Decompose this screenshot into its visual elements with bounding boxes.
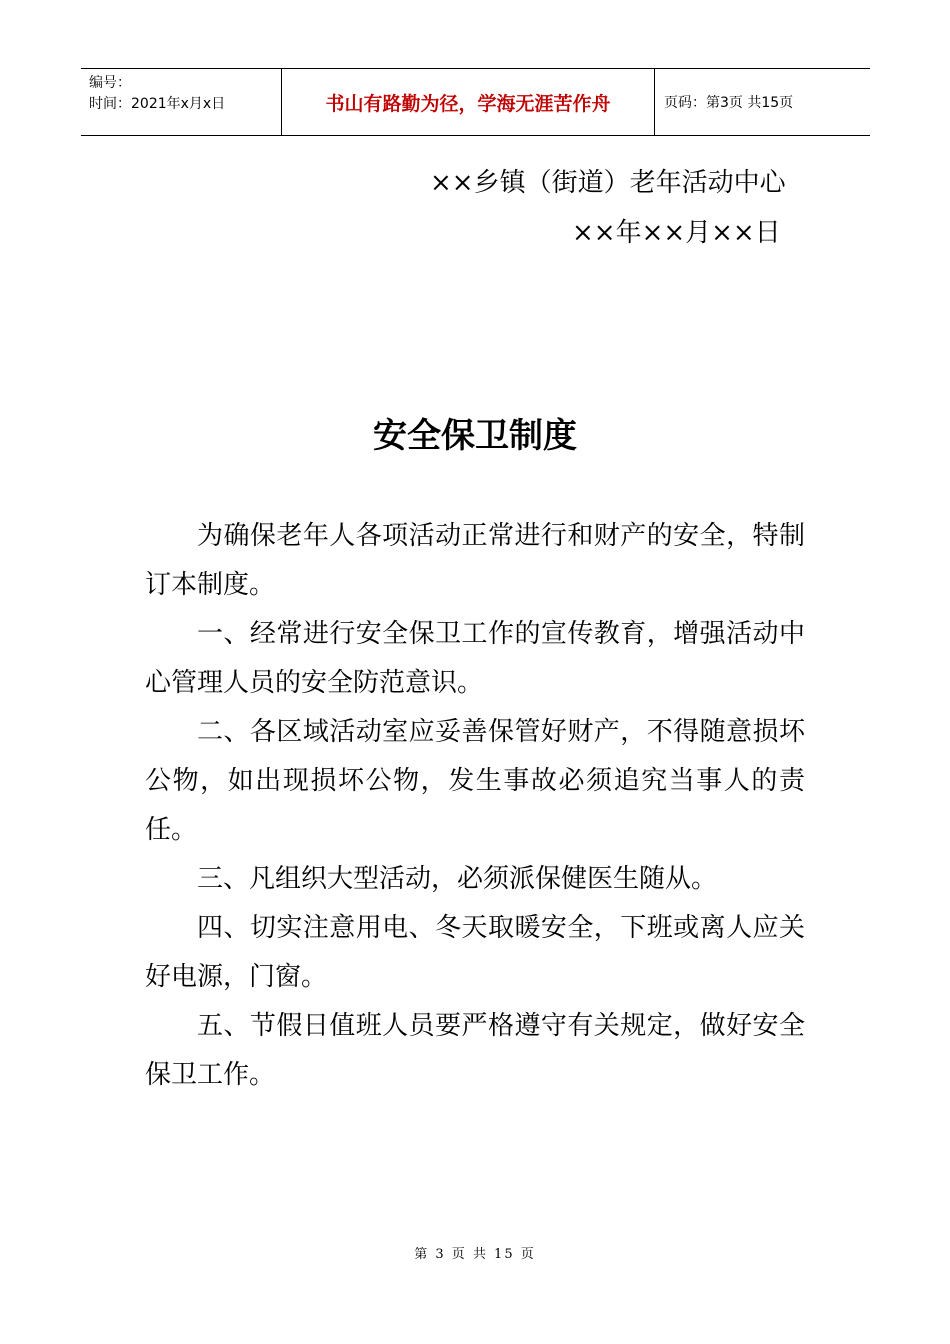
signature-organization: ××乡镇（街道）老年活动中心	[430, 168, 786, 198]
document-body	[145, 512, 805, 1100]
document-number-label: 编号：	[89, 75, 131, 91]
paragraph-rule-3: 三、凡组织大型活动，必须派保健医生随从。	[197, 864, 718, 894]
paragraph-rule-2: 二、各区域活动室应妥善保管好财产，不得随意损坏公物，如出现损坏公物，发生事故必须追究当事人的责任。	[145, 717, 805, 845]
signature-date: ××年××月××日	[572, 218, 781, 248]
page-footer: 第 3 页 共 15 页	[414, 1247, 536, 1262]
paragraph-intro: 为确保老年人各项活动正常进行和财产的安全，特制订本制度。	[145, 521, 805, 600]
header-meta	[81, 69, 281, 135]
header-motto: 书山有路勤为径，学海无涯苦作舟	[281, 69, 655, 135]
document-time-label: 时间：2021年x月x日	[89, 96, 226, 112]
header-page-info: 页码：第3页 共15页	[664, 95, 794, 111]
page-header	[81, 68, 870, 136]
document-title: 安全保卫制度	[373, 416, 577, 456]
paragraph-rule-4: 四、切实注意用电、冬天取暖安全，下班或离人应关好电源，门窗。	[145, 913, 805, 992]
paragraph-rule-1: 一、经常进行安全保卫工作的宣传教育，增强活动中心管理人员的安全防范意识。	[145, 619, 805, 698]
paragraph-rule-5: 五、节假日值班人员要严格遵守有关规定，做好安全保卫工作。	[145, 1011, 805, 1090]
